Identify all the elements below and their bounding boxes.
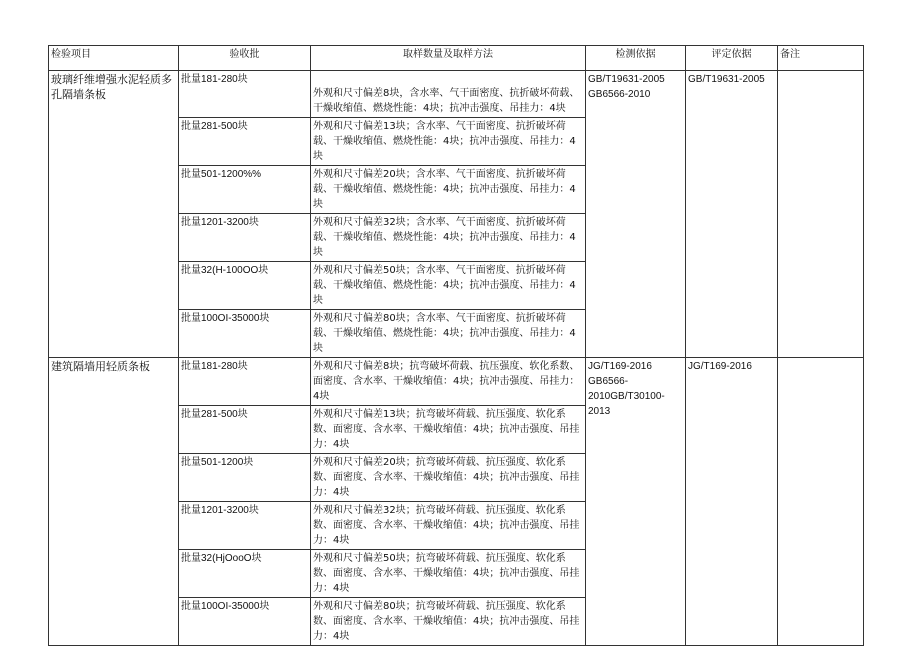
test-basis-line: GB6566- bbox=[588, 376, 629, 387]
header-test-basis: 检测依据 bbox=[586, 46, 686, 71]
method-cell: 外观和尺寸偏差8块，含水率、气干面密度、抗折破坏荷载、干燥收缩值、燃烧性能：4块；抗冲击强度、吊挂力：4块 bbox=[311, 71, 586, 118]
method-cell: 外观和尺寸偏差80块；含水率、气干面密度、抗折破坏荷载、干燥收缩值、燃烧性能：4块；抗冲击强度、吊挂力：4块 bbox=[311, 310, 586, 358]
method-cell: 外观和尺寸偏差80块；抗弯破坏荷载、抗压强度、软化系数、面密度、含水率、干燥收缩值：4块；抗冲击强度、吊挂力：4块 bbox=[311, 598, 586, 646]
batch-cell: 批量32(H-100OO块 bbox=[179, 262, 311, 310]
method-cell: 外观和尺寸偏差20块；含水率、气干面密度、抗折破坏荷载、干燥收缩值、燃烧性能：4块；抗冲击强度、吊挂力：4块 bbox=[311, 166, 586, 214]
header-eval-basis: 评定依据 bbox=[686, 46, 778, 71]
header-item: 检验项目 bbox=[49, 46, 179, 71]
remark-cell bbox=[778, 358, 864, 646]
remark-cell bbox=[778, 71, 864, 358]
method-cell: 外观和尺寸偏差50块；抗弯破坏荷载、抗压强度、软化系数、面密度、含水率、干燥收缩值：4块；抗冲击强度、吊挂力：4块 bbox=[311, 550, 586, 598]
eval-basis-cell: GB/T19631-2005 bbox=[686, 71, 778, 358]
method-cell: 外观和尺寸偏差13块；抗弯破坏荷载、抗压强度、软化系数、面密度、含水率、干燥收缩值：4块；抗冲击强度、吊挂力：4块 bbox=[311, 406, 586, 454]
batch-cell: 批量181-280块 bbox=[179, 358, 311, 406]
item-name: 玻璃纤维增强水泥轻质多孔隔墙条板 bbox=[49, 71, 179, 358]
test-basis-line: JG/T169-2016 bbox=[588, 361, 652, 372]
test-basis-line: GB/T19631-2005 bbox=[588, 74, 665, 85]
batch-cell: 批量100OI-35000块 bbox=[179, 310, 311, 358]
method-cell: 外观和尺寸偏差13块；含水率、气干面密度、抗折破坏荷载、干燥收缩值、燃烧性能：4块；抗冲击强度、吊挂力：4块 bbox=[311, 118, 586, 166]
test-basis-line: 2010GB/T30100-2013 bbox=[588, 391, 665, 417]
batch-cell: 批量501-1200%% bbox=[179, 166, 311, 214]
header-remark: 备注 bbox=[778, 46, 864, 71]
method-cell: 外观和尺寸偏差50块；含水率、气干面密度、抗折破坏荷载、干燥收缩值、燃烧性能：4块；抗冲击强度、吊挂力：4块 bbox=[311, 262, 586, 310]
batch-cell: 批量181-280块 bbox=[179, 71, 311, 118]
table-row bbox=[49, 358, 864, 406]
header-row bbox=[49, 46, 864, 71]
method-cell: 外观和尺寸偏差32块；抗弯破坏荷载、抗压强度、软化系数、面密度、含水率、干燥收缩值：4块；抗冲击强度、吊挂力：4块 bbox=[311, 502, 586, 550]
method-cell: 外观和尺寸偏差8块；抗弯破坏荷载、抗压强度、软化系数、面密度、含水率、干燥收缩值：4块；抗冲击强度、吊挂力：4块 bbox=[311, 358, 586, 406]
batch-cell: 批量1201-3200块 bbox=[179, 502, 311, 550]
batch-cell: 批量281-500块 bbox=[179, 406, 311, 454]
eval-basis-cell: JG/T169-2016 bbox=[686, 358, 778, 646]
header-method: 取样数量及取样方法 bbox=[311, 46, 586, 71]
test-basis-line: GB6566-2010 bbox=[588, 89, 651, 100]
test-basis-cell bbox=[586, 71, 686, 358]
table-row bbox=[49, 71, 864, 118]
method-cell: 外观和尺寸偏差20块；抗弯破坏荷载、抗压强度、软化系数、面密度、含水率、干燥收缩值：4块；抗冲击强度、吊挂力：4块 bbox=[311, 454, 586, 502]
batch-cell: 批量281-500块 bbox=[179, 118, 311, 166]
header-batch: 验收批 bbox=[179, 46, 311, 71]
method-cell: 外观和尺寸偏差32块；含水率、气干面密度、抗折破坏荷载、干燥收缩值、燃烧性能：4块；抗冲击强度、吊挂力：4块 bbox=[311, 214, 586, 262]
batch-cell: 批量501-1200块 bbox=[179, 454, 311, 502]
batch-cell: 批量1201-3200块 bbox=[179, 214, 311, 262]
test-basis-cell bbox=[586, 358, 686, 646]
batch-cell: 批量100OI-35000块 bbox=[179, 598, 311, 646]
item-name: 建筑隔墙用轻质条板 bbox=[49, 358, 179, 646]
inspection-table bbox=[48, 45, 864, 646]
batch-cell: 批量32(HjOooO块 bbox=[179, 550, 311, 598]
